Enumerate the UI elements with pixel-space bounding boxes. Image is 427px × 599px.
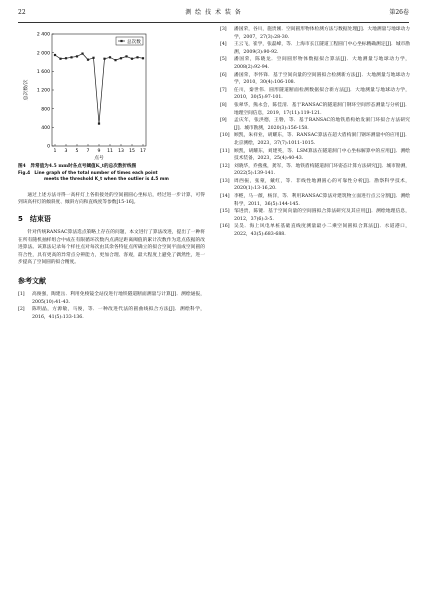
reference-item: [3] 潘国荣，谷川，施贵刚．空间圆形物体检测方法与数据处理[J]．大地测量与地球动力学，2007，27(3):28-30. [220,27,410,40]
references-left [18,291,205,321]
references-title: 参考文献 [18,276,46,285]
x-tick-label: 7 [86,149,90,154]
data-point [92,57,94,59]
data-point [114,59,116,61]
body-paragraph-2: 针对传统RANSAC算法选点策略上存在的问题，本文进行了算法改进，提出了一种将在所有随机抽样组合中成在有限循环次数内点满足距离阈值的累计次数作为选点依据的改进算法。该算法记录每个样往点对每次由其余各特征点所确立的拟合空间平面成空间圆的符合性，具有更高的异常点分辨能力，更加合理、客观，最大程度上避免了偶然性，进一步提高了空间圆的拟合精度。 [18,229,205,266]
data-point [125,55,127,57]
data-point [81,53,83,55]
reference-item: [5] 潘国荣，陈晓龙．空间圆形物体数据拟合算法[J]．大地测量与地球动力学，2008(2):92-94. [220,57,410,70]
data-point [136,56,138,58]
data-point [142,57,144,59]
reference-item: [12] 刘晓华，乔燕燕，龚军，等．地铁盾构隧道洞门环姿态计算方法研究[J]．城市勘测，2022(5):139-141. [220,163,410,177]
reference-item: [10] 顾凯，朱祥业，胡耀东，等．RANSAC算法在超大盾构洞门钢环测量中的应用[J]．北京测绘，2023，37(7):1011-1015. [220,133,410,146]
left-column [18,26,205,321]
header-rule [18,22,409,23]
legend-marker [120,40,122,42]
x-tick-label: 5 [75,149,79,154]
line-chart [18,26,205,162]
caption-en-line1: Fig.4 Line graph of the total number of times each point [18,170,158,176]
reference-item: [15] 邹进贵，陈键．基于空间向量的空间圆拟合算法研究及其应用[J]．测绘地理信息，2012，37(6):3-5. [220,209,410,222]
reference-item: [4] 王云飞，崔学，张磊峰，等．上海市长江隧道工程圆门中心坐标精确测定[J]．城市勘测，2009(3):90-92. [220,42,410,55]
data-point [59,58,61,60]
caption-en-line2: meets the threshold K_t when the outlier is 4.5 mm [44,177,169,183]
caption-cn: 图4 异常值为4.5 mm时各点号阈值K_t的总次数折线图 [18,164,137,169]
x-tick-label: 1 [53,149,57,154]
figure-4-chart [18,26,205,162]
y-tick-label: 1 600 [36,69,50,75]
x-tick-label: 15 [129,149,135,154]
reference-item: [8] 张翠华，熊永会，陈佳清．基于RANSAC的隧道洞门钢环空间形态测量与分析[J]．地理空间信息，2019，17(11):119-121. [220,102,410,116]
reference-item: [7] 任川，秦世伟．圆形隧道断面检测数据拟合新方法[J]．大地测量与地球动力学，2010，30(5):97-101. [220,87,410,101]
journal-name: 测 绘 技 术 装 备 [185,9,242,16]
section-5-title: 5 结束语 [18,214,51,223]
reference-item: [6] 潘国荣，李怀锋．基于空间向量的空间圆拟合检测新方法[J]．大地测量与地球动力学，2010，30(4):106-108. [220,72,410,86]
data-point [109,56,111,58]
y-tick-label: 2 000 [36,51,50,57]
series-line [55,54,143,124]
y-tick-label: 0 [47,144,50,150]
volume-number: 第26卷 [389,9,409,16]
reference-item: [14] 李輕，马一薇，杨洋，等．利用RANSAC算法对建筑物立面进行点云分割[J]．测绘科学，2011，36(5):144-145. [220,194,410,207]
data-point [120,57,122,59]
data-point [65,57,67,59]
y-tick-label: 1 200 [36,88,50,94]
body-paragraph-1: 通过上述方法寻得一高杆灯上各衔接处的空间圆圆心坐标后，经过进一步计算，可得到该高杆灯的倾斜度、倾斜方向和直线度等参数[15-16]。 [18,192,205,206]
data-point [76,55,78,57]
legend-label: 总次数 [127,39,141,45]
reference-item: [16] 吴昊．海上风电单桩基础直线度测量最小二乘空间圆拟合算法[J]．水道港口，2022，43(5):683-688. [220,224,410,238]
x-axis-label: 点号 [94,156,104,161]
page-number: 22 [18,9,26,16]
data-point [54,54,56,56]
x-tick-label: 13 [118,149,124,154]
y-tick-label: 400 [41,125,50,131]
plot-frame [52,34,146,146]
reference-item: [13] 周西振，张蒙，戴红，等．非线性地测圆心的可靠性分析[J]．勘察科学技术，2020(1):13-16,20. [220,178,410,192]
data-point [87,59,89,61]
y-tick-label: 2 400 [36,32,50,38]
reference-item: [9] 孟庆年，张洪德，王磐，等．基于RANSAC的地铁盾构始发洞门环拟合方法研究[J]．城市勘测，2020(3):156-158. [220,118,410,131]
x-tick-label: 17 [140,149,146,154]
x-tick-label: 3 [64,149,68,154]
y-tick-label: 800 [41,107,50,113]
right-column [220,26,410,239]
x-tick-label: 9 [97,149,101,154]
figure-caption [18,164,205,184]
reference-item: [11] 顾凯，胡耀东，刘建英，等．LSM算法在隧道洞门中心坐标解算中的应用[J]．测绘技术装备，2023，25(4):40-43. [220,148,410,162]
running-header [18,8,409,18]
data-point [131,58,133,60]
x-tick-label: 11 [107,149,113,154]
data-point [70,56,72,58]
data-point [98,123,100,125]
y-axis-label: 总次数/次 [24,79,29,101]
data-point [103,58,105,60]
reference-item: [1] 高俊强，陶建岳．利用免棱镜全站仪进行地铁隧道断面测量与计算[J]．测绘通报，2005(10):41-43. [18,291,205,305]
reference-item: [2] 陈明晶，方源敏，马俊，等．一种改进代法的圆曲线拟合方法[J]．测绘科学，2016，41(5):133-136. [18,307,205,320]
